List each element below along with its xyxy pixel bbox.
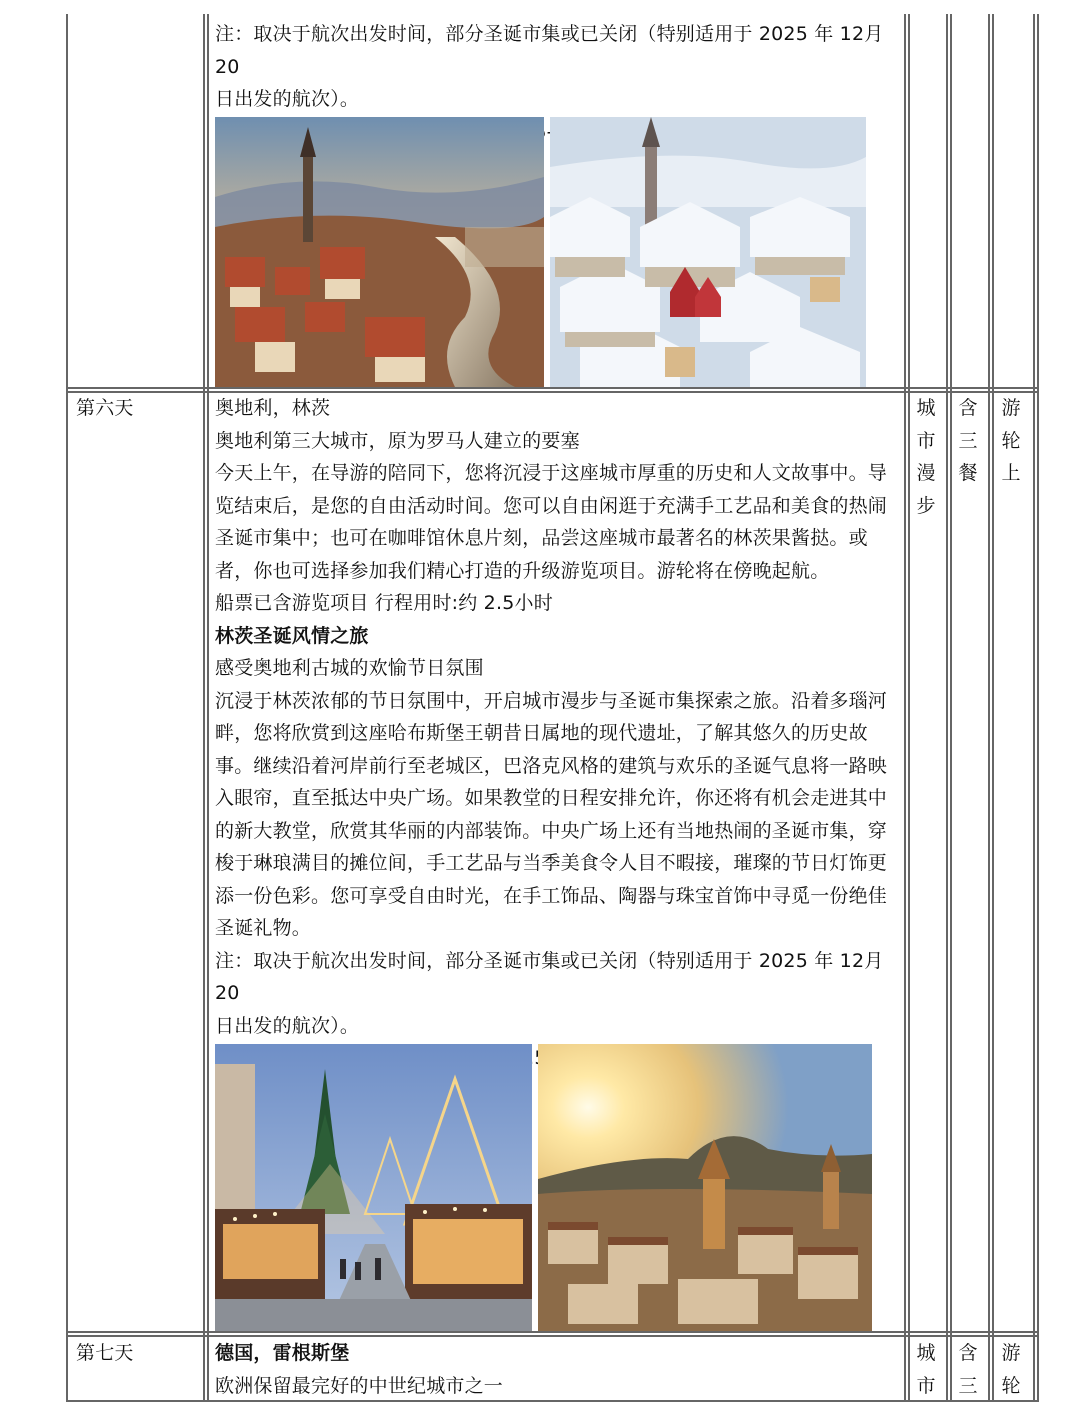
description-line: 今天上午，在导游的陪同下，您将沉浸于这座城市厚重的历史和人文故事中。导 [215,462,888,484]
description-line: 者，你也可选择参加我们精心打造的升级游览项目。游轮将在傍晚起航。 [215,559,830,582]
tour-line: 的新大教堂，欣赏其华丽的内部装饰。中央广场上还有当地热闹的圣诞市集，穿 [215,819,888,842]
day-label: 第六天 [76,397,134,419]
description-line: 圣诞市集中；也可在咖啡馆休息片刻，品尝这座城市最著名的林茨果酱挞。或 [215,527,868,549]
column-divider [904,14,906,1402]
activity-column [911,392,941,522]
activity-char: 城 [916,1342,936,1364]
tour-line: 入眼帘，直至抵达中央广场。如果教堂的日程安排允许，你还将有机会走进其中 [215,787,888,809]
row-divider [66,1331,1039,1333]
activity-char: 漫 [916,462,936,484]
activity-char: 市 [916,429,936,452]
table-border-right [1037,14,1039,1402]
note-line: 注：取决于航次出发时间，部分圣诞市集或已关闭（特别适用于 2025 年 12月20 [215,949,884,1004]
activity-column [911,1337,941,1402]
day-label: 第七天 [76,1342,134,1364]
meals-column [953,1337,983,1402]
activity-char: 城 [916,397,936,419]
note-line: 注：取决于航次出发时间，部分圣诞市集或已关闭（特别适用于 2025 年 12月20 [215,23,884,78]
destination-title: 奥地利，林茨 [215,397,331,419]
lodging-char: 游 [1001,397,1021,419]
table-border-left [66,14,68,1402]
column-divider [992,14,994,1402]
description-line: 览结束后，是您的自由活动时间。您可以自由闲逛于充满手工艺品和美食的热闹 [215,494,888,517]
lodging-column [996,392,1026,490]
lodging-char: 上 [1001,462,1021,484]
column-divider [203,14,205,1402]
row-2-description [215,392,900,1075]
column-divider [950,14,952,1402]
meals-char: 含 [958,1342,978,1364]
column-divider [988,14,990,1402]
tour-subtitle: 感受奥地利古城的欢愉节日氛围 [215,657,484,679]
column-divider [1033,14,1035,1402]
tour-title: 林茨圣诞风情之旅 [215,624,369,647]
meals-char: 三 [958,429,978,452]
note-line: 日出发的航次）。 [215,1014,360,1037]
destination-subtitle: 欧洲保留最完好的中世纪城市之一 [215,1374,504,1397]
cesky-krumlov-snow-photo [550,117,866,387]
tour-line: 事。继续沿着河岸前行至老城区，巴洛克风格的建筑与欢乐的圣诞气息将一路映 [215,754,888,777]
note-line: 日出发的航次）。 [215,88,360,110]
destination-subtitle: 奥地利第三大城市，原为罗马人建立的要塞 [215,429,580,452]
tour-line: 梭于琳琅满目的摊位间，手工艺品与当季美食令人目不暇接，璀璨的节日灯饰更 [215,852,888,874]
activity-char: 步 [916,494,936,517]
lodging-char: 轮 [1001,1374,1021,1397]
meals-char: 三 [958,1374,978,1397]
row-3-description [215,1337,900,1402]
column-divider [908,14,910,1402]
lodging-column [996,1337,1026,1402]
tour-line: 沉浸于林茨浓郁的节日氛围中，开启城市漫步与圣诞市集探索之旅。沿着多瑙河 [215,689,888,712]
cesky-krumlov-autumn-photo [215,117,544,387]
linz-christmas-market-photo [215,1044,532,1331]
destination-title: 德国，雷根斯堡 [215,1342,350,1364]
meals-char: 含 [958,397,978,419]
lodging-char: 游 [1001,1342,1021,1364]
tour-line: 畔，您将欣赏到这座哈布斯堡王朝昔日属地的现代遗址，了解其悠久的历史故 [215,722,868,744]
column-divider [207,14,209,1402]
activity-char: 市 [916,1374,936,1397]
row-divider [66,387,1039,389]
linz-aerial-sunset-photo [538,1044,872,1331]
column-divider [946,14,948,1402]
tour-line: 添一份色彩。您可享受自由时光，在手工饰品、陶器与珠宝首饰中寻觅一份绝佳 [215,884,888,907]
lodging-char: 轮 [1001,429,1021,452]
meals-char: 餐 [958,462,978,484]
tour-duration: 船票已含游览项目 行程用时:约 2.5小时 [215,592,553,614]
meals-column [953,392,983,490]
tour-line: 圣诞礼物。 [215,917,312,939]
